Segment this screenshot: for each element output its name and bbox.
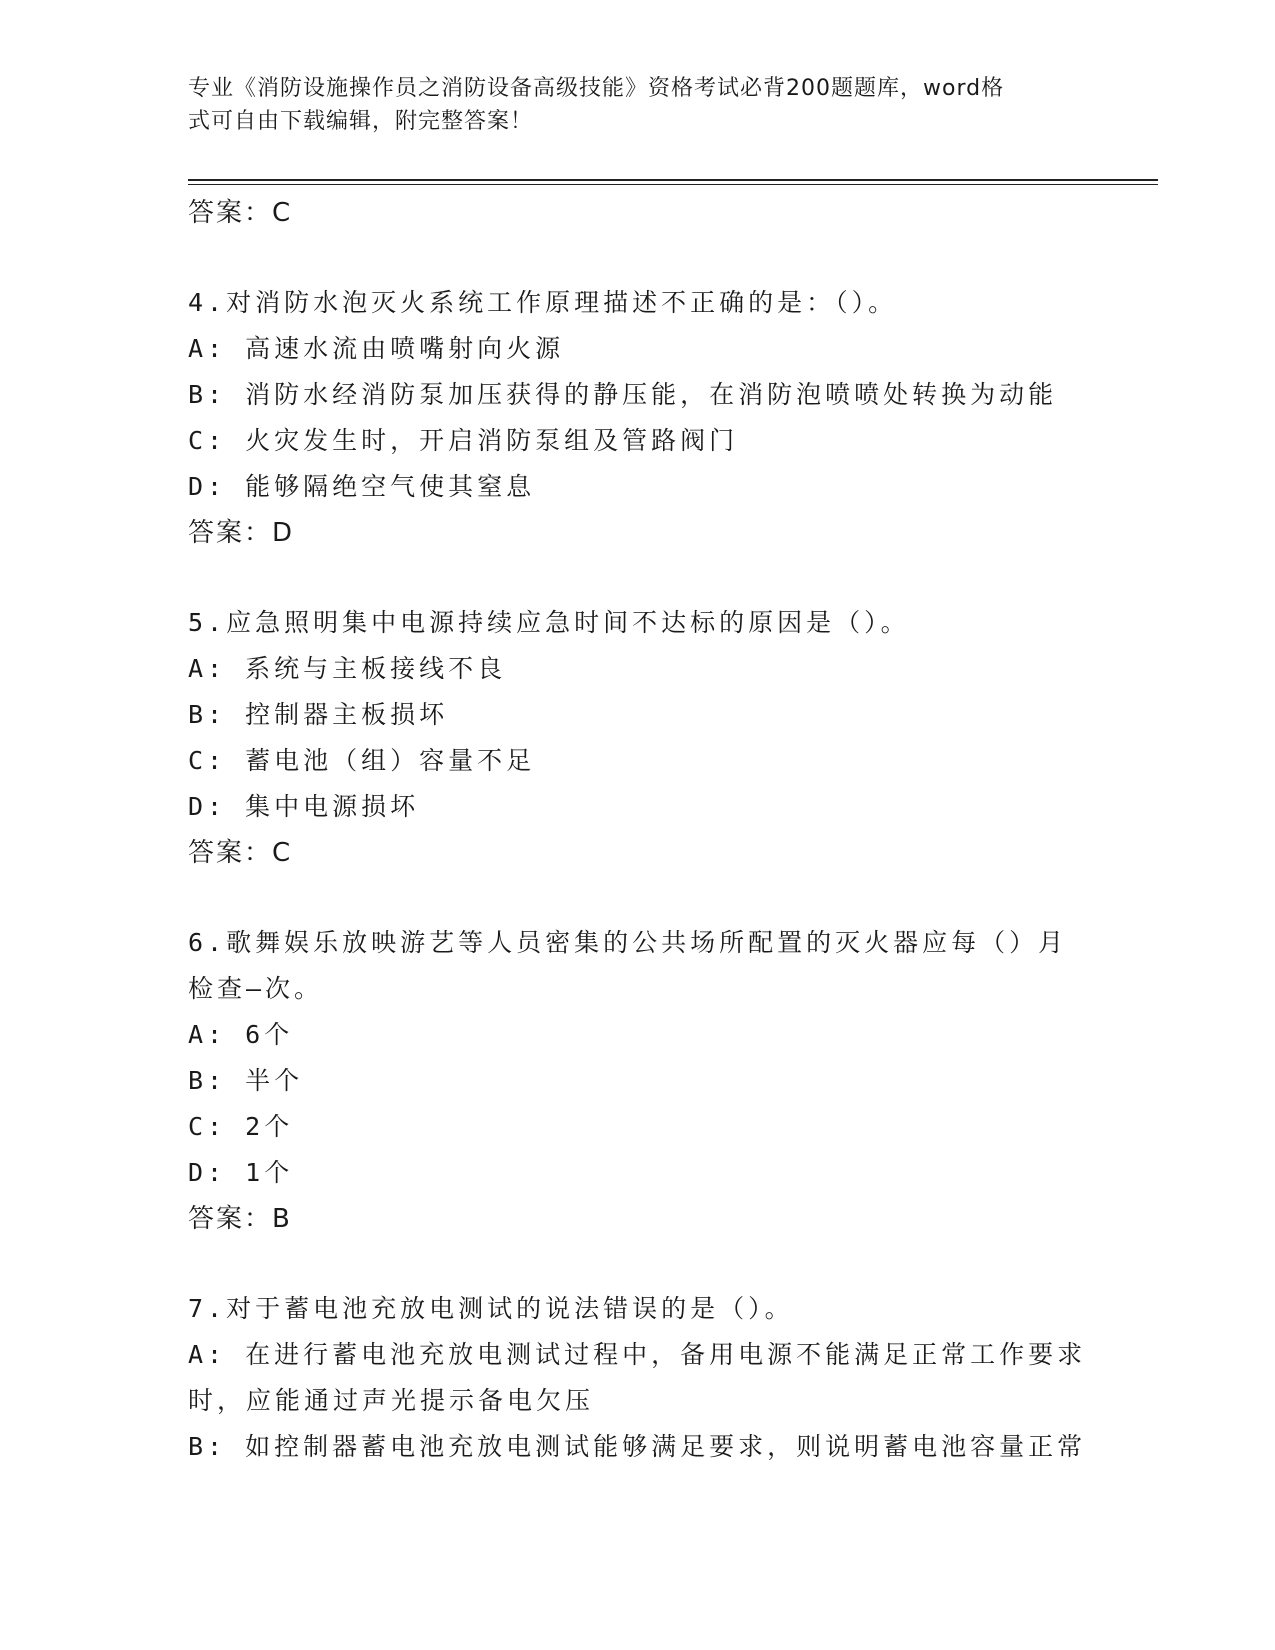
option-a-continued: 时，应能通过声光提示备电欠压 — [188, 1386, 595, 1415]
option-a: A: 6个 — [188, 1020, 294, 1049]
question-4 — [188, 280, 1088, 556]
spacer — [188, 1242, 1088, 1286]
question-7 — [188, 1286, 1088, 1470]
question-stem: 5.应急照明集中电源持续应急时间不达标的原因是（）。 — [188, 608, 910, 637]
header-line-1: 专业《消防设施操作员之消防设备高级技能》资格考试必背200题题库，word格 — [188, 76, 1005, 101]
divider-thick-line — [188, 179, 1158, 181]
header-divider — [188, 179, 1158, 185]
question-stem-continued: 检查—次。 — [188, 974, 324, 1003]
option-d: D: 能够隔绝空气使其窒息 — [188, 472, 536, 501]
document-header — [188, 72, 1088, 138]
answer-line: 答案：D — [188, 518, 295, 548]
previous-answer: 答案：C — [188, 198, 293, 228]
question-5 — [188, 600, 1088, 876]
divider-thin-line — [188, 184, 1158, 185]
answer-line: 答案：C — [188, 838, 293, 868]
header-line-2: 式可自由下载编辑，附完整答案！ — [188, 109, 534, 134]
option-c: C: 蓄电池（组）容量不足 — [188, 746, 536, 775]
option-a: A: 在进行蓄电池充放电测试过程中，备用电源不能满足正常工作要求 — [188, 1340, 1087, 1369]
option-a: A: 系统与主板接线不良 — [188, 654, 507, 683]
option-d: D: 集中电源损坏 — [188, 792, 420, 821]
spacer — [188, 876, 1088, 920]
option-b: B: 消防水经消防泵加压获得的静压能，在消防泡喷喷处转换为动能 — [188, 380, 1058, 409]
question-list — [188, 190, 1088, 1470]
option-b: B: 控制器主板损坏 — [188, 700, 449, 729]
answer-line: 答案：B — [188, 1204, 292, 1234]
option-c: C: 2个 — [188, 1112, 294, 1141]
option-c: C: 火灾发生时，开启消防泵组及管路阀门 — [188, 426, 739, 455]
option-a: A: 高速水流由喷嘴射向火源 — [188, 334, 565, 363]
spacer — [188, 556, 1088, 600]
option-b: B: 半个 — [188, 1066, 304, 1095]
question-stem: 4.对消防水泡灭火系统工作原理描述不正确的是：（）。 — [188, 288, 898, 317]
question-6 — [188, 920, 1088, 1242]
spacer — [188, 236, 1088, 280]
question-stem: 6.歌舞娱乐放映游艺等人员密集的公共场所配置的灭火器应每（）月 — [188, 928, 1068, 957]
question-stem: 7.对于蓄电池充放电测试的说法错误的是（）。 — [188, 1294, 794, 1323]
option-b: B: 如控制器蓄电池充放电测试能够满足要求，则说明蓄电池容量正常 — [188, 1432, 1087, 1461]
option-d: D: 1个 — [188, 1158, 294, 1187]
